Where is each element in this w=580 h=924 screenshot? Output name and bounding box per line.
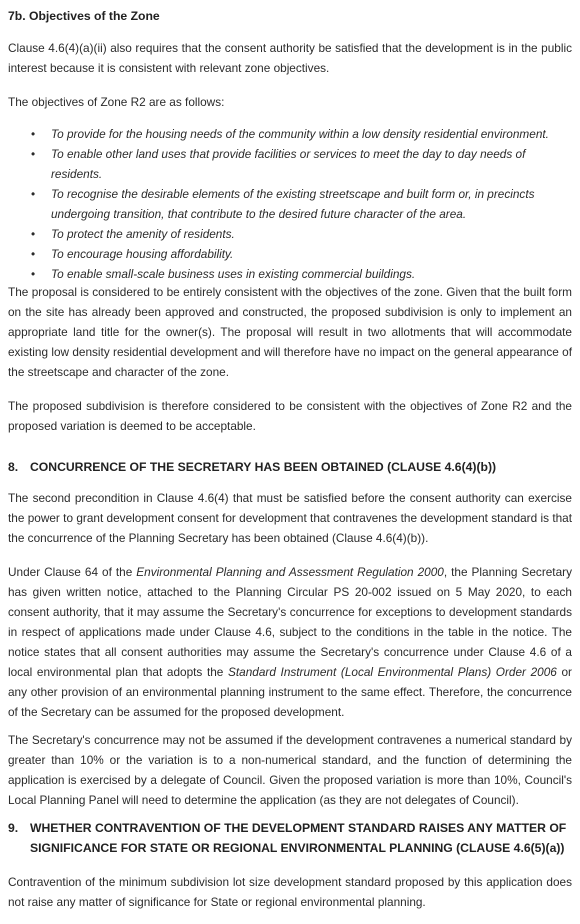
heading-7b: 7b. Objectives of the Zone xyxy=(8,9,160,23)
bullet-icon: • xyxy=(31,187,36,201)
objective-item: • To recognise the desirable elements of the existing streetscape and built form or, in precincts undergoing transition, that contribute to the desired future character of the area. xyxy=(8,184,572,224)
objective-item: • To protect the amenity of residents. xyxy=(8,224,572,244)
regulation-title: Environmental Planning and Assessment Regulation 2000 xyxy=(136,565,444,579)
paragraph-concurrence-not-assumed: The Secretary's concurrence may not be assumed if the development contravenes a numerical standard by greater than 10% or the variation is to a non-numerical standard, and the function of determining the application is exercised by a delegate of Council. Given the proposed variation is more than 10%, Council's Local Planning Panel will need to determine the application (as they are not delegates of Council). xyxy=(8,733,572,807)
objective-item: • To encourage housing affordability. xyxy=(8,244,572,264)
objective-item: • To enable other land uses that provide facilities or services to meet the day to day needs of residents. xyxy=(8,144,572,184)
paragraph-clause-64: Under Clause 64 of the Environmental Planning and Assessment Regulation 2000, the Planning Secretary has given written notice, attached to the Planning Circular PS 20-002 issued on 5 May 2020, to each consent authority, that it may assume the Secretary's concurrence for exceptions to development standards in respect of applications made under Clause 4.6, subject to the conditions in the table in the notice. The notice states that all consent authorities may assume the Secretary's concurrence under Clause 4.6 of a local environmental plan that adopts the Standard Instrument (Local Environmental Plans) Order 2006 or any other provision of an environmental planning instrument to the same effect. Therefore, the concurrence of the Secretary can be assumed for the proposed development. xyxy=(8,565,572,719)
paragraph-no-matter-of-significance: Contravention of the minimum subdivision lot size development standard proposed by this application does not raise any matter of significance for State or regional environmental planning. xyxy=(8,875,572,909)
paragraph-clause-4-6-4-a-ii: Clause 4.6(4)(a)(ii) also requires that the consent authority be satisfied that the development is in the public interest because it is consistent with relevant zone objectives. xyxy=(8,41,572,75)
section-number: 8. xyxy=(8,460,19,474)
bullet-icon: • xyxy=(31,267,36,281)
bullet-icon: • xyxy=(31,247,36,261)
paragraph-objectives-intro: The objectives of Zone R2 are as follows: xyxy=(8,95,225,109)
section-number: 9. xyxy=(8,821,19,835)
section-title: CONCURRENCE OF THE SECRETARY HAS BEEN OBTAINED (CLAUSE 4.6(4)(b)) xyxy=(30,460,497,474)
bullet-icon: • xyxy=(31,127,36,141)
paragraph-second-precondition: The second precondition in Clause 4.6(4) that must be satisfied before the consent authority can exercise the power to grant development consent for development that contravenes the development standard is that the concurrence of the Planning Secretary has been obtained (Clause 4.6(4)(b)). xyxy=(8,491,572,545)
paragraph-subdivision-consistent: The proposed subdivision is therefore considered to be consistent with the objectives of Zone R2 and the proposed variation is deemed to be acceptable. xyxy=(8,399,572,433)
paragraph-proposal-consistency: The proposal is considered to be entirely consistent with the objectives of the zone. Given that the built form on the site has already been approved and constructed, the proposed subdivision is only to implement an appropriate land title for the owner(s). The proposal will result in two allotments that will accommodate existing low density residential development and will therefore have no impact on the general appearance of the streetscape and character of the zone. xyxy=(8,285,572,379)
heading-section-9 xyxy=(8,818,580,858)
objective-item: • To enable small-scale business uses in existing commercial buildings. xyxy=(8,264,572,284)
instrument-title: Standard Instrument (Local Environmental Plans) Order 2006 xyxy=(228,665,557,679)
objectives-list xyxy=(8,124,572,284)
bullet-icon: • xyxy=(31,227,36,241)
heading-section-8 xyxy=(8,457,572,477)
objective-item: • To provide for the housing needs of the community within a low density residential environment. xyxy=(8,124,572,144)
bullet-icon: • xyxy=(31,147,36,161)
section-title: WHETHER CONTRAVENTION OF THE DEVELOPMENT STANDARD RAISES ANY MATTER OF SIGNIFICANCE FOR STATE OR REGIONAL ENVIRONMENTAL PLANNING (CLAUSE 4.6(5)(a)) xyxy=(30,821,567,855)
